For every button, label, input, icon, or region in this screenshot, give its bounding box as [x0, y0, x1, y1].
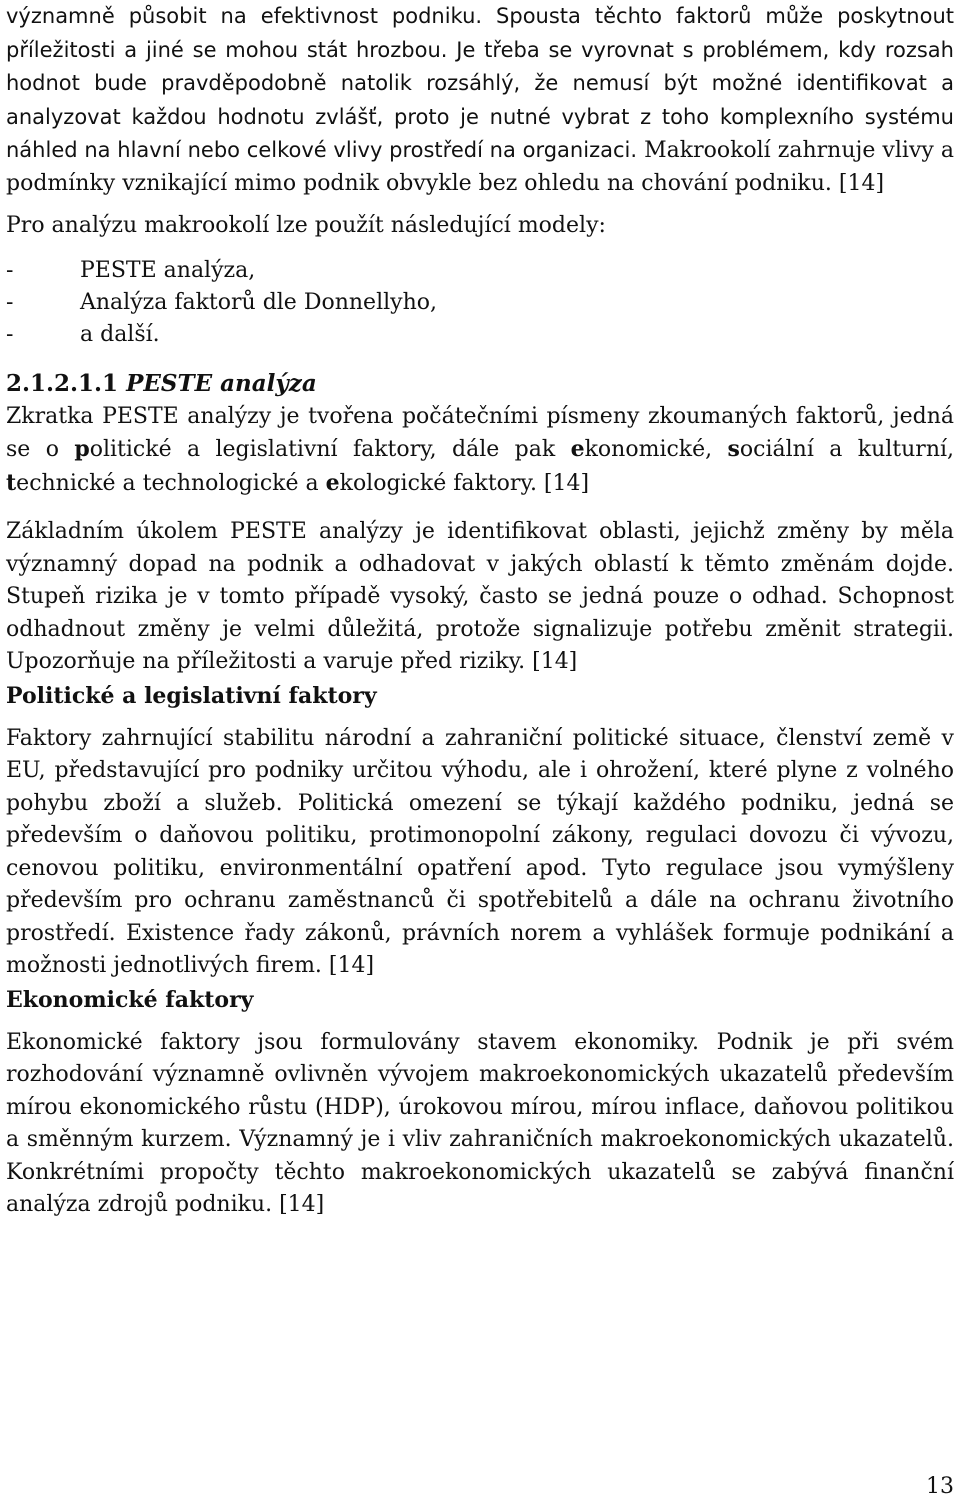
political-heading: Politické a legislativní faktory: [6, 682, 377, 709]
list-item-text: Analýza faktorů dle Donnellyho,: [80, 289, 437, 315]
bold-initial: e: [570, 436, 585, 462]
economic-heading: Ekonomické faktory: [6, 986, 254, 1013]
political-paragraph: Faktory zahrnující stabilitu národní a zahraniční politické situace, členství země v EU, představující pro podniky určitou výhodu, ale i ohrožení, které plyne z volného pohybu zboží a služeb. Politická omezení se týkají každého podniku, jedná se především o daňovou politiku, protimonopolní zákony, regulaci dovozu či vývozu, cenovou politiku, environmentální opatření apod. Tyto regulace jsou vymýšleny především pro ochranu zaměstnanců či spotřebitelů a dále na ochranu životního prostředí. Existence řady zákonů, právních norem a vyhlášek formuje podnikání a možnosti jednotlivých firem. [14]: [6, 725, 954, 978]
page-number: 13: [926, 1474, 954, 1499]
bold-initial: p: [74, 436, 90, 462]
list-dash: -: [6, 257, 14, 283]
list-item-text: a další.: [80, 321, 160, 347]
section-number: 2.1.2.1.1: [6, 369, 119, 397]
peste-definition-paragraph: [6, 401, 954, 501]
list-dash: -: [6, 321, 14, 347]
bold-initial: e: [325, 469, 340, 496]
intro-text-tail: Makrookolí zahrnuje vlivy a podmínky vznikající mimo podnik obvykle bez ohledu na chování podniku. [14]: [6, 138, 954, 196]
text-run: echnické a technologické a: [16, 470, 326, 496]
intro-text-sans: významně působit na efektivnost podniku. Spousta těchto faktorů může poskytnout příležitosti a jiné se mohou stát hrozbou. Je třeba se vyrovnat s problémem, kdy rozsah hodnot bude pravděpodobně natolik rozsáhlý, že nemusí být možné identifikovat a analyzovat každou hodnotu zvlášť, proto je nutné vybrat z toho komplexního systému náhled na hlavní nebo celkové vlivy prostředí na organizaci.: [6, 4, 954, 162]
section-title: PESTE analýza: [126, 369, 317, 397]
bold-initial: t: [6, 469, 17, 496]
list-item: [6, 255, 954, 287]
intro-paragraph: [6, 0, 954, 200]
peste-purpose-paragraph: Základním úkolem PESTE analýzy je identifikovat oblasti, jejichž změny by měla významný dopad na podnik a odhadovat v jakých oblastí k těmto změnám dojde. Stupeň rizika je v tomto případě vysoký, často se jedná pouze o odhad. Schopnost odhadnout změny je velmi důležitá, protože signalizuje potřebu změnit strategii. Upozorňuje na příležitosti a varuje před riziky. [14]: [6, 519, 954, 674]
text-run: kologické faktory. [14]: [339, 470, 590, 496]
list-dash: -: [6, 289, 14, 315]
list-item: [6, 287, 954, 319]
text-run: olitické a legislativní faktory, dále pak: [89, 437, 571, 462]
document-page: [6, 0, 954, 1222]
text-run: konomické,: [584, 437, 728, 462]
text-run: ociální a kulturní,: [739, 437, 955, 462]
text-run: Zkratka PESTE analýzy je tvořena počátečními písmeny zkoumaných faktorů, jedná se o: [6, 403, 954, 462]
models-list: [6, 255, 954, 351]
economic-paragraph: Ekonomické faktory jsou formulovány stavem ekonomiky. Podnik je při svém rozhodování významně ovlivněn vývojem makroekonomických ukazatelů především mírou ekonomického růstu (HDP), úrokovou mírou, mírou inflace, daňovou politikou a směnným kurzem. Významný je i vliv zahraničních makroekonomických ukazatelů. Konkrétními propočty těchto makroekonomických ukazatelů se zabývá finanční analýza zdrojů podniku. [14]: [6, 1029, 954, 1217]
bold-initial: s: [727, 436, 740, 462]
list-item: [6, 319, 954, 351]
list-item-text: PESTE analýza,: [80, 257, 256, 283]
models-intro: Pro analýzu makrookolí lze použít následující modely:: [6, 213, 606, 238]
section-heading: [6, 367, 954, 401]
